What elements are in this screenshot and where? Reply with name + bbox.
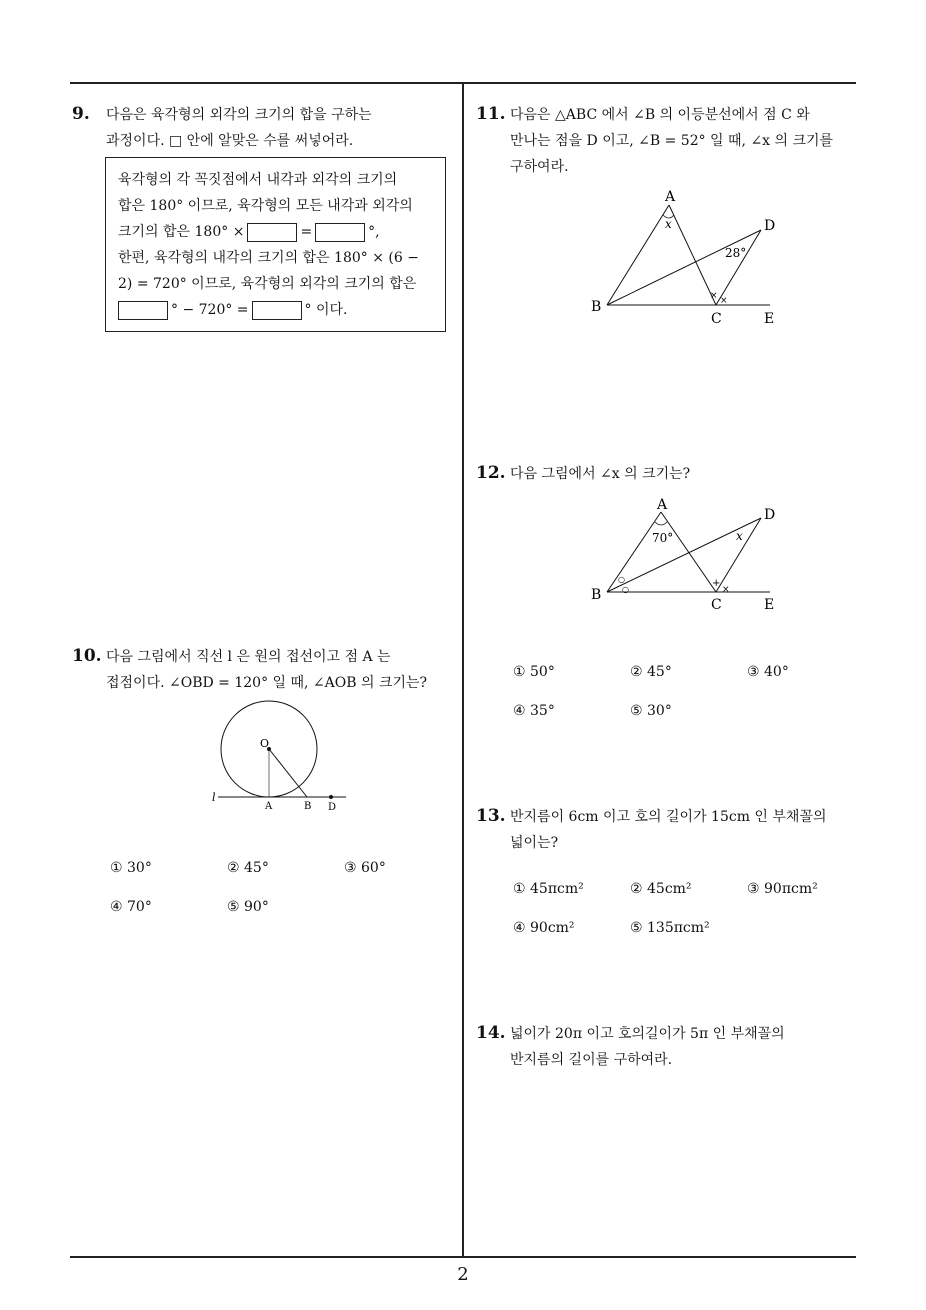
box-text: 한편, 육각형의 내각의 크기의 합은 180° × (6 − (118, 250, 419, 266)
option-1[interactable]: ① 30° (110, 860, 152, 876)
column-divider (462, 83, 464, 1258)
label-l: l (212, 791, 216, 804)
box-text-line3: 크기의 합은 180° × = °, (118, 224, 380, 240)
label-B: B (591, 587, 602, 603)
answer-box (105, 157, 446, 332)
question-text: 다음 그림에서 ∠x 의 크기는? (510, 466, 691, 482)
blank-input[interactable] (247, 223, 297, 242)
box-text: 합은 180° 이므로, 육각형의 모든 내각과 외각의 (118, 198, 413, 214)
page-number: 2 (457, 1264, 469, 1285)
question-text: 만나는 점을 D 이고, ∠B = 52° 일 때, ∠x 의 크기를 (510, 133, 834, 149)
label-A: A (265, 801, 273, 812)
question-text: 다음은 육각형의 외각의 크기의 합을 구하는 (106, 107, 372, 123)
option-4[interactable]: ④ 70° (110, 899, 152, 915)
label-B: B (304, 801, 312, 812)
label-A: A (657, 497, 668, 513)
label-angle: 70° (652, 531, 674, 545)
question-number: 10. (72, 646, 102, 666)
svg-text:○: ○ (618, 575, 625, 584)
option-3[interactable]: ③ 90πcm² (747, 881, 818, 897)
option-4[interactable]: ④ 35° (513, 703, 555, 719)
svg-text:+: + (712, 578, 721, 589)
question-number: 12. (476, 463, 506, 483)
question-text: 다음 그림에서 직선 l 은 원의 접선이고 점 A 는 (106, 649, 391, 665)
label-D: D (328, 802, 337, 813)
box-text: 2) = 720° 이므로, 육각형의 외각의 크기의 합은 (118, 276, 417, 292)
blank-input[interactable] (118, 301, 168, 320)
label-E: E (764, 597, 775, 613)
label-A: A (665, 189, 676, 205)
option-2[interactable]: ② 45cm² (630, 881, 692, 897)
option-1[interactable]: ① 50° (513, 664, 555, 680)
label-C: C (711, 597, 722, 613)
segment-OB (269, 749, 307, 797)
svg-text:×: × (722, 585, 730, 595)
label-O: O (260, 737, 270, 750)
option-5[interactable]: ⑤ 135πcm² (630, 920, 710, 936)
question-text: 반지름의 길이를 구하여라. (510, 1052, 673, 1068)
label-angle: 28° (725, 246, 747, 260)
svg-text:×: × (720, 296, 728, 306)
blank-input[interactable] (315, 223, 365, 242)
triangle-figure-11 (585, 185, 785, 330)
option-2[interactable]: ② 45° (227, 860, 269, 876)
question-text: 접점이다. ∠OBD = 120° 일 때, ∠AOB 의 크기는? (106, 675, 428, 691)
triangle-figure-12 (585, 495, 785, 620)
circle-tangent-figure (200, 695, 360, 820)
label-x: x (736, 529, 743, 543)
box-text: 육각형의 각 꼭짓점에서 내각과 외각의 크기의 (118, 172, 398, 188)
label-x: x (665, 217, 672, 231)
label-D: D (764, 507, 776, 523)
option-3[interactable]: ③ 40° (747, 664, 789, 680)
question-number: 13. (476, 806, 506, 826)
blank-input[interactable] (252, 301, 302, 320)
question-text: 과정이다. □ 안에 알맞은 수를 써넣어라. (106, 133, 354, 149)
option-1[interactable]: ① 45πcm² (513, 881, 584, 897)
question-text: 구하여라. (510, 159, 569, 175)
svg-text:○: ○ (622, 585, 629, 594)
svg-text:×: × (710, 291, 718, 301)
question-text: 넓이는? (510, 835, 559, 851)
point-D (329, 795, 333, 799)
option-3[interactable]: ③ 60° (344, 860, 386, 876)
option-5[interactable]: ⑤ 30° (630, 703, 672, 719)
option-4[interactable]: ④ 90cm² (513, 920, 575, 936)
question-text: 반지름이 6cm 이고 호의 길이가 15cm 인 부채꼴의 (510, 809, 827, 825)
question-number: 9. (72, 104, 90, 124)
label-D: D (764, 218, 776, 234)
bottom-rule (70, 1256, 856, 1258)
label-E: E (764, 311, 775, 327)
label-C: C (711, 311, 722, 327)
question-text: 다음은 △ABC 에서 ∠B 의 이등분선에서 점 C 와 (510, 107, 810, 123)
label-B: B (591, 299, 602, 315)
option-5[interactable]: ⑤ 90° (227, 899, 269, 915)
question-text: 넓이가 20π 이고 호의길이가 5π 인 부채꼴의 (510, 1026, 785, 1042)
question-number: 11. (476, 104, 506, 124)
question-number: 14. (476, 1023, 506, 1043)
option-2[interactable]: ② 45° (630, 664, 672, 680)
box-text-line6: ° − 720° = ° 이다. (118, 300, 348, 320)
